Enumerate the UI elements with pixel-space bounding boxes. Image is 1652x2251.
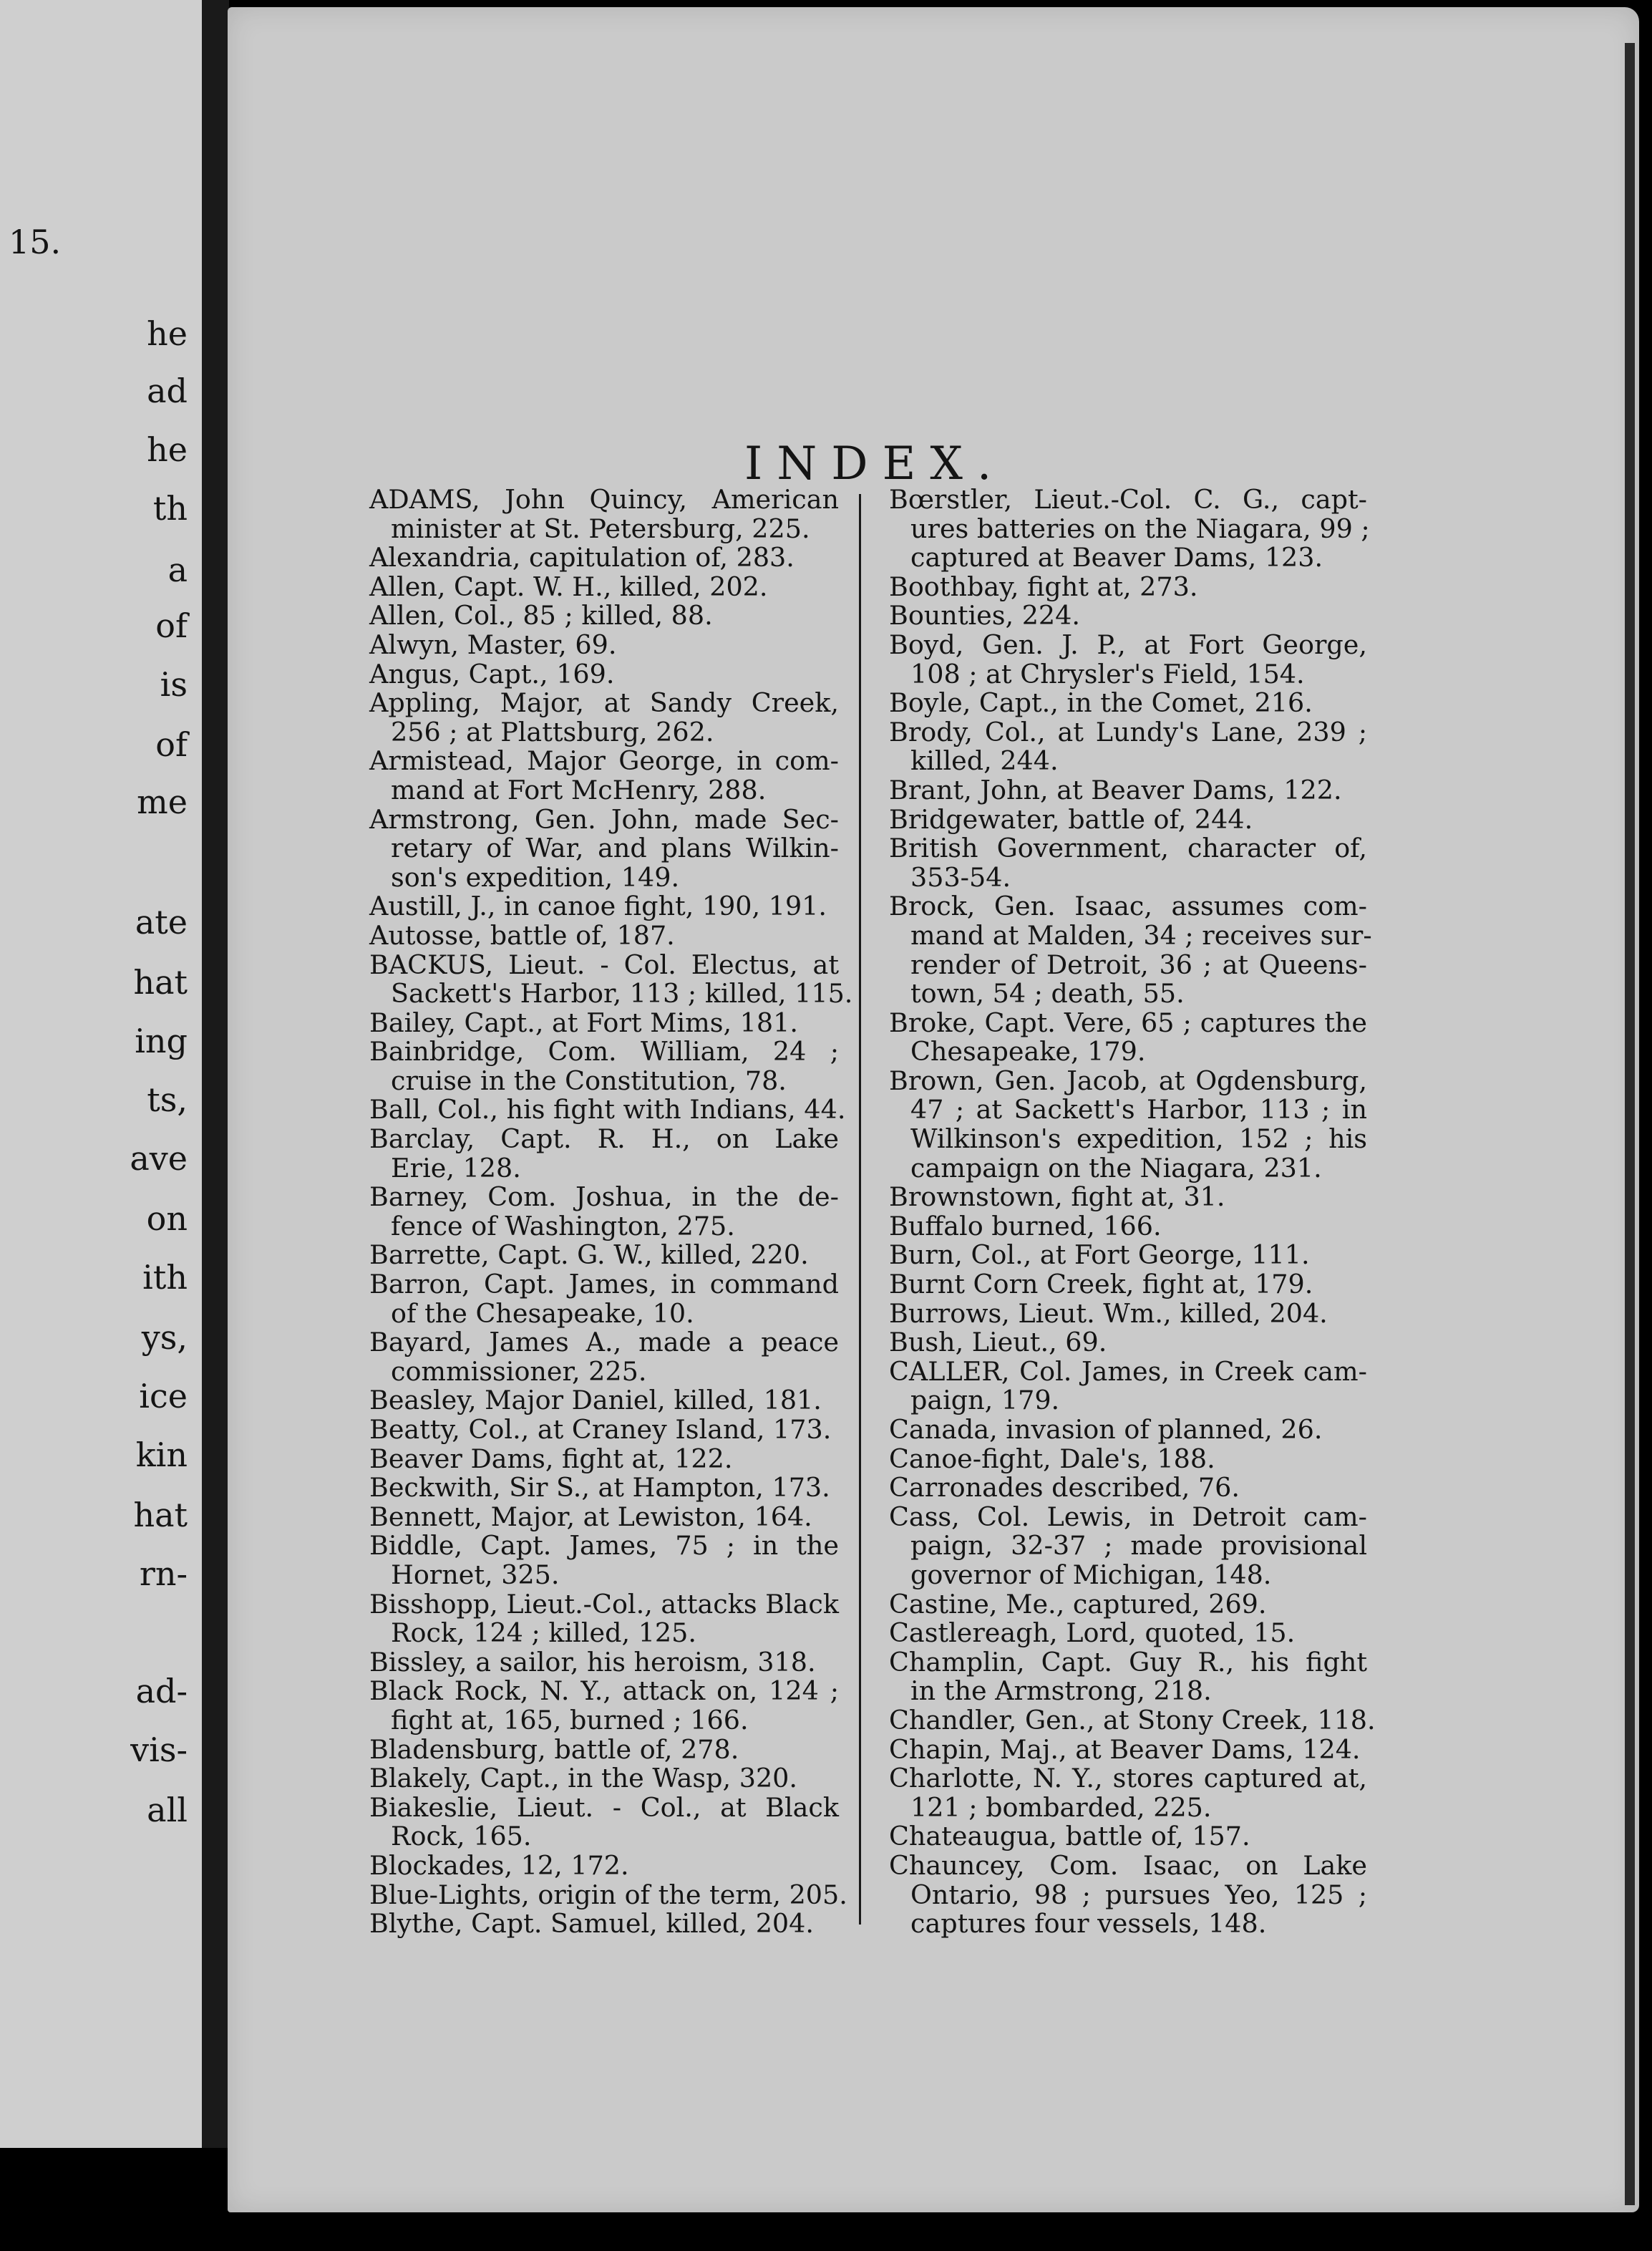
index-entry-heading: Black Rock, N. Y., attack on, 124 ; [369, 1675, 839, 1707]
index-entry-continuation: governor of Michigan, 148. [910, 1559, 1272, 1590]
index-entry-heading: CALLER, Col. James, in Creek cam- [889, 1355, 1367, 1387]
index-entry-heading: Canada, invasion of planned, 26. [889, 1414, 1323, 1445]
index-entry-heading: Castlereagh, Lord, quoted, 15. [889, 1617, 1296, 1649]
index-entry-heading: Burnt Corn Creek, fight at, 179. [889, 1269, 1313, 1300]
index-entry-heading: Chapin, Maj., at Beaver Dams, 124. [889, 1733, 1361, 1765]
index-entry-continuation: Erie, 128. [391, 1152, 521, 1183]
index-entry-continuation: in the Armstrong, 218. [910, 1675, 1212, 1707]
index-entry [369, 1415, 839, 1445]
index-entry [889, 573, 1367, 602]
index-entry-continuation: 121 ; bombarded, 225. [910, 1791, 1212, 1823]
index-entry-heading: Brody, Col., at Lundy's Lane, 239 ; [889, 716, 1367, 747]
index-entry-heading: Blue-Lights, origin of the term, 205. [369, 1879, 847, 1910]
index-entry [369, 1590, 839, 1648]
index-entry-heading: Broke, Capt. Vere, 65 ; captures the [889, 1007, 1367, 1038]
previous-page-line-fragment: ith [142, 1258, 188, 1297]
index-entry [369, 660, 839, 689]
previous-page-line-fragment: ate [135, 903, 188, 941]
index-entry-heading: Alexandria, capitulation of, 283. [369, 542, 795, 573]
previous-page-line-fragment: of [155, 725, 188, 764]
index-entry-heading: Biddle, Capt. James, 75 ; in the [369, 1530, 839, 1562]
index-entry [889, 631, 1367, 689]
previous-page-line-fragment: ave [130, 1139, 188, 1178]
index-entry-heading: Armistead, Major George, in com- [369, 745, 839, 777]
previous-page-edge [0, 0, 208, 2148]
index-entry-heading: Cass, Col. Lewis, in Detroit cam- [889, 1501, 1367, 1532]
index-entry-heading: Bush, Lieut., 69. [889, 1327, 1107, 1358]
index-entry-continuation: Chesapeake, 179. [910, 1036, 1146, 1068]
index-entry-continuation: Ontario, 98 ; pursues Yeo, 125 ; [910, 1879, 1367, 1910]
index-entry-heading: Charlotte, N. Y., stores captured at, [889, 1763, 1367, 1794]
previous-page-line-fragment: all [147, 1791, 188, 1829]
index-entry-heading: British Government, character of, [889, 833, 1367, 864]
index-entry-continuation: render of Detroit, 36 ; at Queens- [910, 949, 1367, 980]
previous-page-line-fragment: ad- [135, 1672, 188, 1710]
index-entry-continuation: 353-54. [910, 861, 1011, 893]
index-entry-heading: Beckwith, Sir S., at Hampton, 173. [369, 1472, 830, 1504]
previous-page-line-fragment: is [160, 665, 188, 704]
index-entry-continuation: son's expedition, 149. [391, 861, 680, 893]
index-entry [369, 1879, 847, 1910]
previous-page-line-fragment: he [147, 430, 188, 469]
index-entry [889, 805, 1367, 835]
previous-page-line-fragment: hat [133, 1496, 188, 1534]
index-entry-heading: Bennett, Major, at Lewiston, 164. [369, 1501, 812, 1532]
index-entry-heading: Allen, Col., 85 ; killed, 88. [369, 600, 713, 631]
index-entry [889, 1733, 1367, 1765]
index-entry [889, 891, 1372, 1010]
previous-page-line-fragment: he [147, 314, 188, 353]
index-entry-continuation: paign, 179. [910, 1385, 1060, 1416]
index-entry [369, 1764, 839, 1793]
index-entry [369, 805, 839, 893]
index-entry-heading: Champlin, Capt. Guy R., his fight [889, 1646, 1367, 1678]
index-entry [369, 1241, 839, 1270]
index-entry-continuation: 108 ; at Chrysler's Field, 154. [910, 658, 1305, 689]
index-entry [369, 601, 839, 631]
index-entry-continuation: Rock, 124 ; killed, 125. [391, 1617, 696, 1649]
index-entry-heading: Buffalo burned, 166. [889, 1210, 1162, 1241]
index-entry-heading: Angus, Capt., 169. [369, 658, 615, 689]
index-entry-heading: Bœrstler, Lieut.-Col. C. G., capt- [889, 484, 1367, 515]
index-entry-continuation: killed, 244. [910, 745, 1059, 777]
previous-page-line-fragment: ice [139, 1377, 188, 1415]
index-entry [369, 1009, 839, 1038]
index-entry [889, 1473, 1367, 1503]
index-entry-continuation: town, 54 ; death, 55. [910, 978, 1185, 1010]
index-entry [889, 1851, 1367, 1939]
index-entry [369, 485, 839, 543]
index-entry-heading: Ball, Col., his fight with Indians, 44. [369, 1094, 846, 1126]
previous-page-line-fragment: a [167, 551, 188, 589]
index-entry-heading: Burrows, Lieut. Wm., killed, 204. [889, 1297, 1328, 1329]
index-entry [889, 1704, 1376, 1736]
index-entry-heading: Biakeslie, Lieut. - Col., at Black [369, 1791, 839, 1823]
index-entry-heading: Brown, Gen. Jacob, at Ogdensburg, [889, 1065, 1367, 1096]
index-entry-heading: Chandler, Gen., at Stony Creek, 118. [889, 1704, 1376, 1736]
index-entry-continuation: fight at, 165, burned ; 166. [391, 1704, 749, 1736]
index-entry-heading: Bisshopp, Lieut.-Col., attacks Black [369, 1588, 839, 1620]
index-entry-heading: Allen, Capt. W. H., killed, 202. [369, 571, 768, 602]
index-column-left [369, 484, 853, 1940]
index-entry-heading: Bladensburg, battle of, 278. [369, 1733, 739, 1765]
index-entry-heading: Bridgewater, battle of, 244. [889, 803, 1253, 835]
previous-page-line-fragment: hat [133, 963, 188, 1002]
book-gutter [208, 0, 229, 2148]
index-entry [369, 892, 839, 921]
index-entry-continuation: retary of War, and plans Wilkin- [391, 833, 839, 864]
index-entry-continuation: commissioner, 225. [391, 1355, 647, 1387]
index-entry [369, 1445, 839, 1474]
index-entry [889, 1299, 1367, 1329]
index-entry-heading: Castine, Me., captured, 269. [889, 1588, 1267, 1620]
index-entry-heading: Blakely, Capt., in the Wasp, 320. [369, 1763, 797, 1794]
index-entry-heading: Bayard, James A., made a peace [369, 1327, 839, 1358]
index-entry-continuation: Sackett's Harbor, 113 ; killed, 115. [391, 978, 853, 1010]
index-entry-continuation: mand at Fort McHenry, 288. [391, 774, 767, 805]
index-entry-heading: Bissley, a sailor, his heroism, 318. [369, 1646, 816, 1678]
index-entry [369, 631, 839, 660]
index-entry-heading: Barrette, Capt. G. W., killed, 220. [369, 1239, 809, 1271]
previous-page-line-fragment: ys, [141, 1318, 188, 1357]
index-entry [369, 543, 839, 573]
index-entry-heading: Beaver Dams, fight at, 122. [369, 1443, 733, 1474]
index-entry [889, 1503, 1367, 1590]
page-right-edge [1625, 43, 1635, 2205]
index-entry-heading: Alwyn, Master, 69. [369, 629, 617, 660]
index-entry [889, 776, 1367, 805]
index-entry [889, 834, 1367, 892]
index-entry-heading: Bainbridge, Com. William, 24 ; [369, 1036, 839, 1068]
previous-page-line-fragment: rn- [139, 1554, 188, 1593]
index-entry-heading: Boyd, Gen. J. P., at Fort George, [889, 629, 1367, 660]
index-entry-heading: Barclay, Capt. R. H., on Lake [369, 1123, 839, 1155]
index-entry-heading: Chauncey, Com. Isaac, on Lake [889, 1849, 1367, 1881]
index-entry [369, 1328, 839, 1386]
index-entry-heading: Brant, John, at Beaver Dams, 122. [889, 774, 1342, 805]
index-entry-continuation: paign, 32-37 ; made provisional [910, 1530, 1367, 1562]
index-entry [889, 484, 1370, 573]
index-column-right [889, 484, 1376, 1940]
index-entry-heading: Appling, Major, at Sandy Creek, [369, 687, 839, 719]
previous-page-line-fragment: vis- [130, 1730, 188, 1769]
index-entry-continuation: 47 ; at Sackett's Harbor, 113 ; in [910, 1094, 1367, 1126]
previous-page-line-fragment: me [137, 783, 188, 821]
index-entry [369, 689, 839, 747]
index-entry [369, 1183, 839, 1241]
previous-page-line-fragment: th [152, 489, 188, 528]
index-entry-heading: Barron, Capt. James, in command [369, 1269, 839, 1300]
index-entry [889, 1619, 1367, 1648]
index-entry [369, 921, 839, 951]
index-entry-heading: Boyle, Capt., in the Comet, 216. [889, 687, 1313, 719]
index-entry-continuation: captured at Beaver Dams, 123. [910, 542, 1323, 573]
index-entry [889, 1764, 1367, 1822]
index-entry-heading: Brock, Gen. Isaac, assumes com- [889, 891, 1367, 922]
index-entry-heading: Chateaugua, battle of, 157. [889, 1821, 1250, 1852]
index-entry [369, 573, 839, 602]
index-entry [889, 1590, 1367, 1620]
index-entry-heading: Burn, Col., at Fort George, 111. [889, 1239, 1310, 1271]
index-entry [369, 1503, 839, 1532]
index-entry-continuation: fence of Washington, 275. [391, 1210, 735, 1241]
index-entry-heading: Canoe-fight, Dale's, 188. [889, 1443, 1215, 1474]
index-entry-heading: Carronades described, 76. [889, 1472, 1240, 1504]
index-entry [369, 1270, 839, 1328]
index-entry-heading: Autosse, battle of, 187. [369, 919, 675, 951]
page-title: INDEX. [744, 437, 1006, 490]
index-entry [369, 1125, 839, 1183]
index-entry-continuation: of the Chesapeake, 10. [391, 1297, 694, 1329]
index-entry [369, 1733, 839, 1765]
index-entry-continuation: captures four vessels, 148. [910, 1908, 1267, 1940]
index-entry-continuation: mand at Malden, 34 ; receives sur- [910, 919, 1372, 951]
index-entry [369, 1793, 839, 1851]
index-entry-heading: Bounties, 224. [889, 600, 1080, 631]
index-entry [889, 1445, 1367, 1474]
column-divider [859, 494, 861, 1925]
index-entry-continuation: Wilkinson's expedition, 152 ; his [910, 1123, 1367, 1155]
index-entry-continuation: 256 ; at Plattsburg, 262. [391, 716, 714, 747]
index-entry [889, 1270, 1367, 1299]
index-entry-continuation: minister at St. Petersburg, 225. [391, 513, 810, 544]
index-entry-continuation: Hornet, 325. [391, 1559, 560, 1590]
index-entry [369, 747, 839, 805]
index-entry-heading: Blythe, Capt. Samuel, killed, 204. [369, 1908, 814, 1940]
index-entry [369, 1909, 839, 1939]
index-entry [889, 601, 1367, 631]
index-entry-continuation: Rock, 165. [391, 1821, 532, 1852]
index-entry [889, 1415, 1367, 1445]
index-entry [369, 1851, 839, 1881]
index-entry [889, 718, 1367, 776]
index-entry-heading: Blockades, 12, 172. [369, 1849, 629, 1881]
index-entry [889, 1241, 1367, 1270]
index-entry-heading: Armstrong, Gen. John, made Sec- [369, 803, 839, 835]
index-entry [889, 1009, 1367, 1067]
index-entry-continuation: ures batteries on the Niagara, 99 ; [910, 513, 1370, 544]
index-entry [369, 1037, 839, 1095]
index-entry-heading: ADAMS, John Quincy, American [369, 484, 839, 515]
index-entry [369, 1094, 846, 1126]
index-entry [889, 1822, 1367, 1851]
index-entry [369, 1386, 839, 1415]
previous-page-line-fragment: kin [135, 1436, 188, 1474]
index-entry-heading: Beasley, Major Daniel, killed, 181. [369, 1385, 822, 1416]
index-entry [889, 1357, 1367, 1415]
index-entry-heading: Boothbay, fight at, 273. [889, 571, 1198, 602]
index-entry-heading: Austill, J., in canoe fight, 190, 191. [369, 891, 827, 922]
index-entry [889, 689, 1367, 718]
index-entry [889, 1328, 1367, 1357]
index-entry-continuation: cruise in the Constitution, 78. [391, 1065, 787, 1096]
previous-page-line-fragment: ing [135, 1022, 188, 1060]
index-entry [369, 1648, 839, 1678]
previous-page-line-fragment: of [155, 606, 188, 645]
index-entry-heading: Beatty, Col., at Craney Island, 173. [369, 1414, 832, 1445]
index-entry [889, 1067, 1367, 1183]
index-entry [369, 1677, 839, 1735]
index-entry-continuation: campaign on the Niagara, 231. [910, 1152, 1322, 1183]
index-entry [889, 1212, 1367, 1241]
index-entry [369, 949, 853, 1010]
index-entry-heading: Barney, Com. Joshua, in the de- [369, 1181, 839, 1213]
index-entry-heading: Bailey, Capt., at Fort Mims, 181. [369, 1007, 798, 1038]
previous-page-line-fragment: on [146, 1199, 188, 1238]
index-entry [889, 1648, 1367, 1706]
index-entry [889, 1183, 1367, 1212]
previous-page-line-fragment: ad [147, 372, 188, 410]
index-entry-heading: Brownstown, fight at, 31. [889, 1181, 1225, 1213]
previous-page-line-fragment: 15. [9, 223, 62, 261]
index-entry [369, 1473, 839, 1503]
index-entry [369, 1531, 839, 1589]
index-entry-heading: BACKUS, Lieut. - Col. Electus, at [369, 949, 839, 980]
previous-page-line-fragment: ts, [147, 1080, 188, 1119]
